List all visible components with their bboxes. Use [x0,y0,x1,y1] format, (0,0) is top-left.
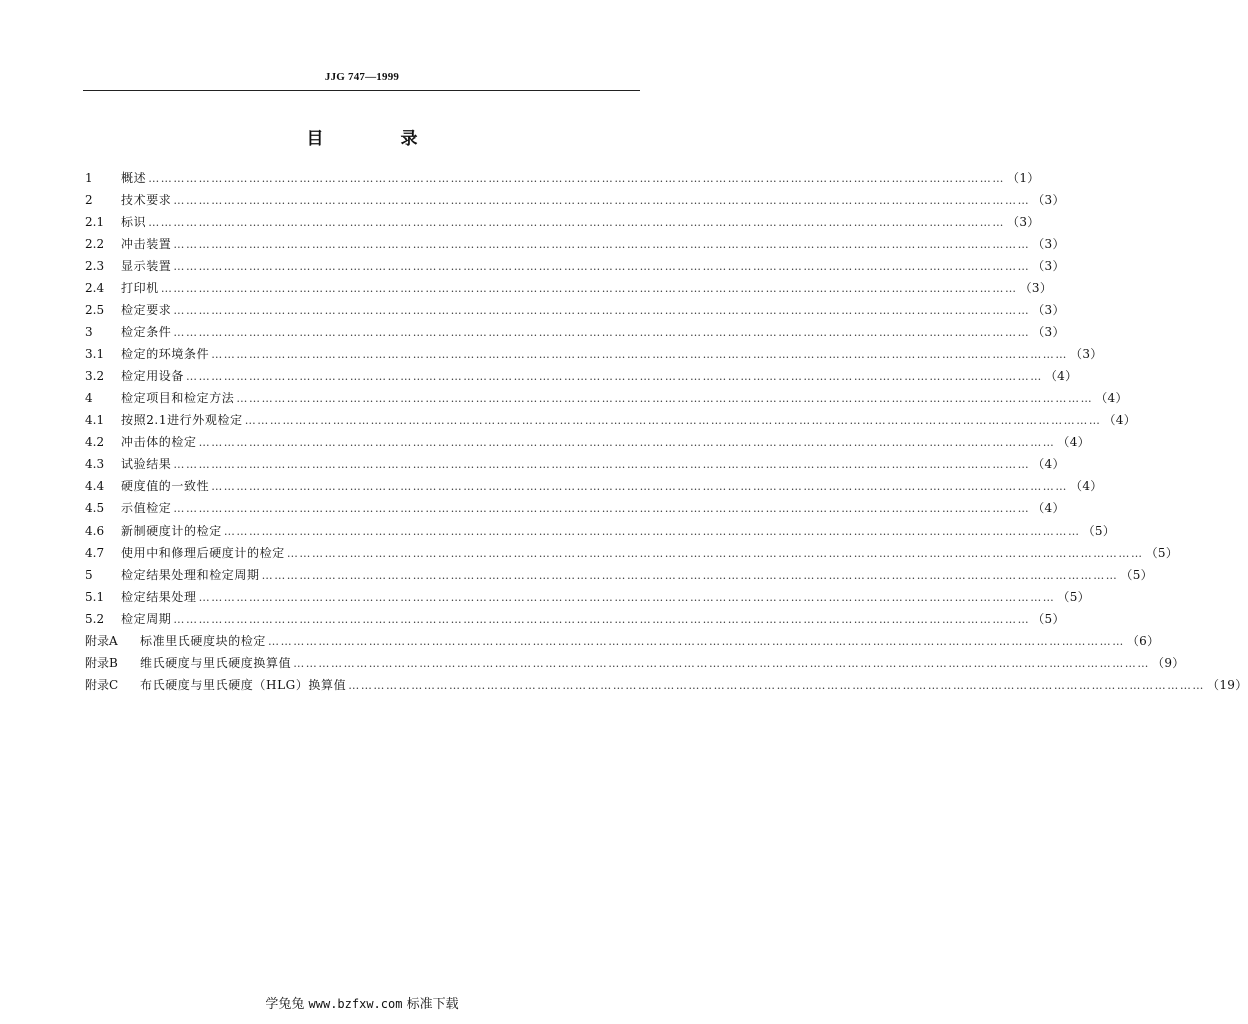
toc-leader-dots: …………………………………………………………………………………………………………………………………………………………………………………… [173,326,1031,340]
toc-entry-2-1[interactable] [85,213,1040,235]
toc-entry-page: （5） [1082,523,1116,538]
toc-entry-5-2[interactable] [85,610,1065,632]
toc-leader-dots: …………………………………………………………………………………………………………………………………………………………………………………… [173,502,1031,516]
toc-entry-title: 使用中和修理后硬度计的检定 [121,545,285,560]
toc-entry-number: 5.1 [85,589,105,604]
toc-entry-3[interactable] [85,323,1065,345]
toc-leader-dots: …………………………………………………………………………………………………………………………………………………………………………………… [198,436,1056,450]
table-of-contents [85,169,1248,698]
footer-tagline: 标准下载 [406,997,459,1012]
toc-entry-title: 按照2.1进行外观检定 [121,413,243,428]
toc-leader-dots: …………………………………………………………………………………………………………………………………………………………………………………… [223,524,1081,538]
footer-site-name: 学兔兔 [265,997,305,1012]
toc-entry-title: 维氏硬度与里氏硬度换算值 [140,655,292,670]
toc-entry-page: （19） [1207,677,1248,692]
toc-entry-title: 概述 [121,171,147,185]
toc-leader-dots: …………………………………………………………………………………………………………………………………………………………………………………… [186,370,1043,384]
header-rule [83,90,640,91]
toc-leader-dots: …………………………………………………………………………………………………………………………………………………………………………………… [211,480,1069,494]
toc-entry-number: 附录B [85,655,118,670]
toc-entry-5[interactable] [85,566,1153,588]
toc-entry-appendix-a[interactable] [85,632,1160,654]
toc-leader-dots: …………………………………………………………………………………………………………………………………………………………………………………… [173,458,1031,472]
toc-leader-dots: …………………………………………………………………………………………………………………………………………………………………………………… [173,194,1031,208]
toc-entry-number: 4.1 [85,413,105,428]
toc-entry-title: 检定要求 [121,303,172,318]
toc-leader-dots: …………………………………………………………………………………………………………………………………………………………………………………… [173,304,1031,318]
toc-entry-number: 2.1 [85,215,105,230]
toc-entry-title: 标识 [121,215,147,230]
toc-entry-number: 4.6 [85,523,105,538]
toc-entry-number: 3.1 [85,347,105,362]
toc-entry-number: 4.4 [85,479,105,494]
toc-entry-4-6[interactable] [85,522,1116,544]
toc-entry-4-4[interactable] [85,477,1103,499]
toc-entry-number: 2.5 [85,303,105,318]
toc-entry-2[interactable] [85,191,1065,213]
toc-entry-5-1[interactable] [85,588,1090,610]
toc-leader-dots: …………………………………………………………………………………………………………………………………………………………………………………… [348,678,1206,692]
toc-entry-4-7[interactable] [85,544,1179,566]
toc-leader-dots: …………………………………………………………………………………………………………………………………………………………………………………… [211,348,1069,362]
toc-entry-number: 5 [85,567,93,582]
toc-entry-number: 4 [85,391,93,406]
toc-leader-dots: …………………………………………………………………………………………………………………………………………………………………………………… [293,656,1151,670]
toc-entry-number: 1 [85,171,93,185]
toc-entry-page: （4） [1057,435,1090,450]
toc-entry-page: （3） [1007,215,1040,230]
toc-entry-title: 检定结果处理 [121,589,197,604]
toc-leader-dots: …………………………………………………………………………………………………………………………………………………………………………………… [244,414,1102,428]
toc-entry-4-5[interactable] [85,499,1065,521]
toc-entry-page: （3） [1032,237,1065,252]
footer-url-link[interactable]: www.bzfxw.com [308,997,403,1011]
toc-entry-page: （9） [1152,655,1185,670]
toc-entry-2-4[interactable] [85,279,1053,301]
toc-entry-title: 检定结果处理和检定周期 [121,567,260,582]
toc-entry-1[interactable] [85,169,1040,191]
toc-leader-dots: …………………………………………………………………………………………………………………………………………………………………………………… [148,216,1006,230]
toc-entry-title: 布氏硬度与里氏硬度（HLG）换算值 [140,677,347,692]
toc-entry-page: （3） [1032,325,1065,340]
toc-entry-number: 2 [85,193,93,208]
toc-entry-page: （3） [1032,303,1065,318]
toc-entry-appendix-b[interactable] [85,654,1185,676]
toc-entry-page: （3） [1032,259,1065,274]
toc-entry-number: 3 [85,325,93,340]
toc-leader-dots: …………………………………………………………………………………………………………………………………………………………………………………… [268,634,1125,648]
toc-entry-title: 检定的环境条件 [121,347,210,362]
toc-leader-dots: …………………………………………………………………………………………………………………………………………………………………………………… [286,546,1144,560]
toc-entry-2-3[interactable] [85,257,1065,279]
toc-entry-number: 4.5 [85,501,105,516]
toc-entry-title: 冲击装置 [121,237,172,252]
toc-entry-title: 技术要求 [121,193,172,208]
toc-entry-number: 4.3 [85,457,105,472]
toc-entry-title: 检定项目和检定方法 [121,391,235,406]
toc-entry-4-2[interactable] [85,433,1090,455]
toc-leader-dots: …………………………………………………………………………………………………………………………………………………………………………………… [160,282,1018,296]
toc-entry-title: 显示装置 [121,259,172,274]
toc-leader-dots: …………………………………………………………………………………………………………………………………………………………………………………… [173,612,1031,626]
toc-entry-title: 检定条件 [121,325,172,340]
toc-entry-number: 3.2 [85,369,105,384]
toc-entry-number: 2.4 [85,281,105,296]
toc-entry-title: 检定周期 [121,611,172,626]
toc-entry-title: 检定用设备 [121,369,185,384]
toc-entry-number: 4.2 [85,435,105,450]
toc-title: 目 录 [306,129,448,149]
toc-leader-dots: …………………………………………………………………………………………………………………………………………………………………………………… [236,392,1094,406]
toc-entry-page: （4） [1032,501,1065,516]
toc-entry-4-1[interactable] [85,411,1137,433]
toc-entry-page: （4） [1070,479,1103,494]
toc-entry-page: （3） [1070,347,1103,362]
toc-entry-page: （6） [1126,633,1160,648]
toc-entry-2-2[interactable] [85,235,1065,257]
toc-leader-dots: …………………………………………………………………………………………………………………………………………………………………………………… [148,172,1006,185]
standard-code: JJG 747—1999 [324,71,400,83]
toc-leader-dots: …………………………………………………………………………………………………………………………………………………………………………………… [198,590,1056,604]
toc-entry-number: 附录C [85,677,119,692]
toc-entry-number: 附录A [85,633,118,648]
toc-entry-3-1[interactable] [85,345,1103,367]
toc-entry-2-5[interactable] [85,301,1065,323]
toc-entry-page: （4） [1044,369,1078,384]
toc-entry-number: 5.2 [85,611,105,626]
toc-entry-number: 2.3 [85,259,105,274]
toc-entry-title: 示值检定 [121,501,172,516]
toc-entry-page: （4） [1032,457,1065,472]
toc-entry-title: 冲击体的检定 [121,435,197,450]
toc-entry-page: （3） [1032,193,1065,208]
toc-leader-dots: …………………………………………………………………………………………………………………………………………………………………………………… [173,238,1031,252]
toc-entry-title: 硬度值的一致性 [121,479,210,494]
toc-entry-number: 4.7 [85,545,105,560]
toc-entry-page: （3） [1019,281,1053,296]
toc-entry-page: （1） [1007,171,1040,185]
toc-entry-title: 标准里氏硬度块的检定 [140,633,267,648]
toc-entry-number: 2.2 [85,237,105,252]
toc-entry-page: （5） [1145,545,1179,560]
toc-entry-page: （5） [1057,589,1090,604]
toc-entry-4-3[interactable] [85,455,1065,477]
toc-leader-dots: …………………………………………………………………………………………………………………………………………………………………………………… [261,568,1119,582]
footer-watermark [0,993,724,1012]
toc-entry-3-2[interactable] [85,367,1078,389]
toc-entry-page: （5） [1032,611,1065,626]
toc-entry-title: 打印机 [121,281,159,296]
toc-entry-title: 新制硬度计的检定 [121,523,222,538]
toc-leader-dots: …………………………………………………………………………………………………………………………………………………………………………………… [173,260,1031,274]
toc-entry-page: （4） [1103,413,1137,428]
toc-entry-page: （4） [1095,391,1128,406]
toc-entry-page: （5） [1120,567,1153,582]
toc-entry-appendix-c[interactable] [85,676,1248,698]
toc-entry-title: 试验结果 [121,457,172,472]
toc-entry-4[interactable] [85,389,1128,411]
